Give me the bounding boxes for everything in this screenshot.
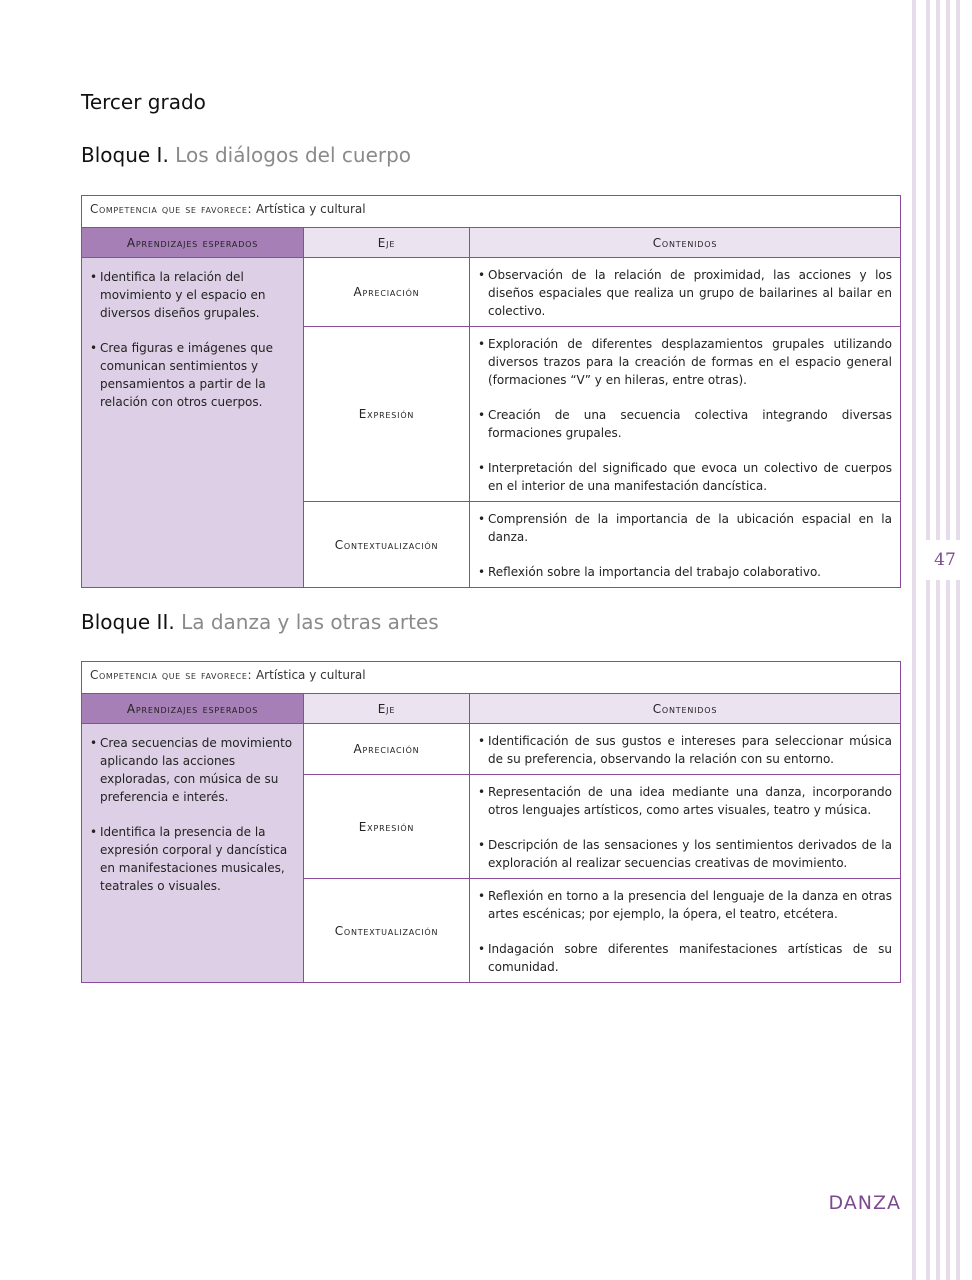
competencia-row [82, 662, 901, 694]
contenido-item: • Interpretación del significado que evoca un colectivo de cuerpos en el interior de una manifestación dancística. [478, 459, 892, 495]
header-eje: Eje [304, 694, 470, 724]
competencia-value: Artística y cultural [255, 668, 366, 682]
eje-contextualizacion: Contextualización [304, 879, 470, 983]
contenido-item: • Indagación sobre diferentes manifestaciones artísticas de su comunidad. [478, 940, 892, 976]
aprendizaje-item: • Identifica la relación del movimiento y el espacio en diversos diseños grupales. [90, 268, 295, 322]
contenido-item: • Observación de la relación de proximidad, las acciones y los diseños espaciales que realiza un grupo de bailarines al bailar en colectivo. [478, 266, 892, 320]
competencia-row [82, 196, 901, 228]
block-2-title: La danza y las otras artes [181, 610, 439, 634]
block-2-label: Bloque II. [81, 610, 175, 634]
header-aprendizajes: Aprendizajes esperados [82, 228, 304, 258]
contenidos-cell [470, 327, 901, 502]
block-1-heading [81, 143, 411, 167]
contenido-item: • Reflexión en torno a la presencia del lenguaje de la danza en otras artes escénicas; por ejemplo, la ópera, el teatro, etcétera. [478, 887, 892, 923]
grade-heading: Tercer grado [81, 90, 206, 114]
footer-subject-title: DANZA [828, 1192, 901, 1214]
contenido-item: • Identificación de sus gustos e intereses para seleccionar música de su preferencia, observando la relación con su entorno. [478, 732, 892, 768]
contenidos-cell [470, 258, 901, 327]
competencia-label: Competencia que se favorece: [90, 202, 253, 216]
contenido-item: • Representación de una idea mediante una danza, incorporando otros lenguajes artísticos, como artes visuales, teatro y música. [478, 783, 892, 819]
header-contenidos: Contenidos [470, 694, 901, 724]
page-number: 47 [918, 540, 972, 580]
contenido-item: • Exploración de diferentes desplazamientos grupales utilizando diversos trazos para la creación de formas en el espacio general (formaciones “V” y en hileras, entre otras). [478, 335, 892, 389]
eje-contextualizacion: Contextualización [304, 502, 470, 588]
header-eje: Eje [304, 228, 470, 258]
block-1-title: Los diálogos del cuerpo [175, 143, 412, 167]
block-2-heading [81, 610, 439, 634]
contenido-item: • Descripción de las sensaciones y los sentimientos derivados de la exploración al realizar secuencias creativas de movimiento. [478, 836, 892, 872]
aprendizajes-cell [82, 258, 304, 588]
header-contenidos: Contenidos [470, 228, 901, 258]
eje-apreciacion: Apreciación [304, 724, 470, 775]
block-1-table [81, 195, 901, 588]
contenidos-cell [470, 502, 901, 588]
contenidos-cell [470, 775, 901, 879]
aprendizaje-item: • Crea secuencias de movimiento aplicando las acciones exploradas, con música de su preferencia e interés. [90, 734, 295, 806]
competencia-label: Competencia que se favorece: [90, 668, 253, 682]
eje-expresion: Expresión [304, 775, 470, 879]
block-1-label: Bloque I. [81, 143, 169, 167]
eje-apreciacion: Apreciación [304, 258, 470, 327]
contenidos-cell [470, 724, 901, 775]
block-2-table [81, 661, 901, 983]
contenido-item: • Reflexión sobre la importancia del trabajo colaborativo. [478, 563, 892, 581]
aprendizajes-cell [82, 724, 304, 983]
aprendizaje-item: • Identifica la presencia de la expresión corporal y dancística en manifestaciones musicales, teatrales o visuales. [90, 823, 295, 895]
contenido-item: • Creación de una secuencia colectiva integrando diversas formaciones grupales. [478, 406, 892, 442]
contenidos-cell [470, 879, 901, 983]
eje-expresion: Expresión [304, 327, 470, 502]
aprendizaje-item: • Crea figuras e imágenes que comunican sentimientos y pensamientos a partir de la relación con otros cuerpos. [90, 339, 295, 411]
contenido-item: • Comprensión de la importancia de la ubicación espacial en la danza. [478, 510, 892, 546]
header-aprendizajes: Aprendizajes esperados [82, 694, 304, 724]
competencia-value: Artística y cultural [255, 202, 366, 216]
margin-stripes [912, 0, 972, 1280]
